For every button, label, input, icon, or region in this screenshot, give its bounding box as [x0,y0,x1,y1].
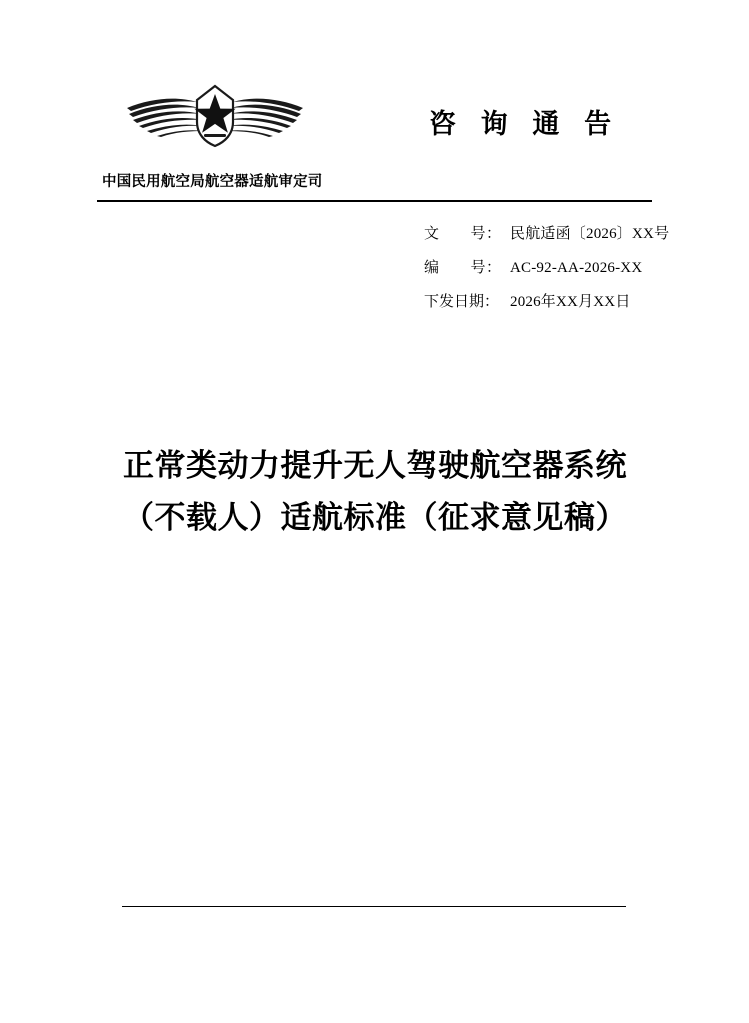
document-type-title: 咨 询 通 告 [428,109,621,139]
reference-row-serial-number [424,256,724,277]
reference-value: AC-92-AA-2026-XX [510,260,643,276]
reference-label: 文 号： [424,226,502,242]
issuing-authority: 中国民用航空局航空器适航审定司 [102,174,323,190]
reference-row-issue-date [424,290,724,311]
reference-label: 编 号： [424,260,502,276]
reference-block [424,222,724,324]
reference-label: 下发日期： [424,294,500,310]
reference-value: 民航适函〔2026〕XX号 [510,226,670,242]
reference-value: 2026年XX月XX日 [510,294,631,310]
page-title [70,440,680,544]
caac-wings-star-emblem [125,78,305,150]
reference-row-document-number [424,222,724,243]
header-divider [97,200,652,202]
footer-divider [122,906,626,907]
page-title-line-1: 正常类动力提升无人驾驶航空器系统 [123,448,627,483]
page-title-line-2: （不载人）适航标准（征求意见稿） [123,500,627,535]
masthead [97,70,652,190]
